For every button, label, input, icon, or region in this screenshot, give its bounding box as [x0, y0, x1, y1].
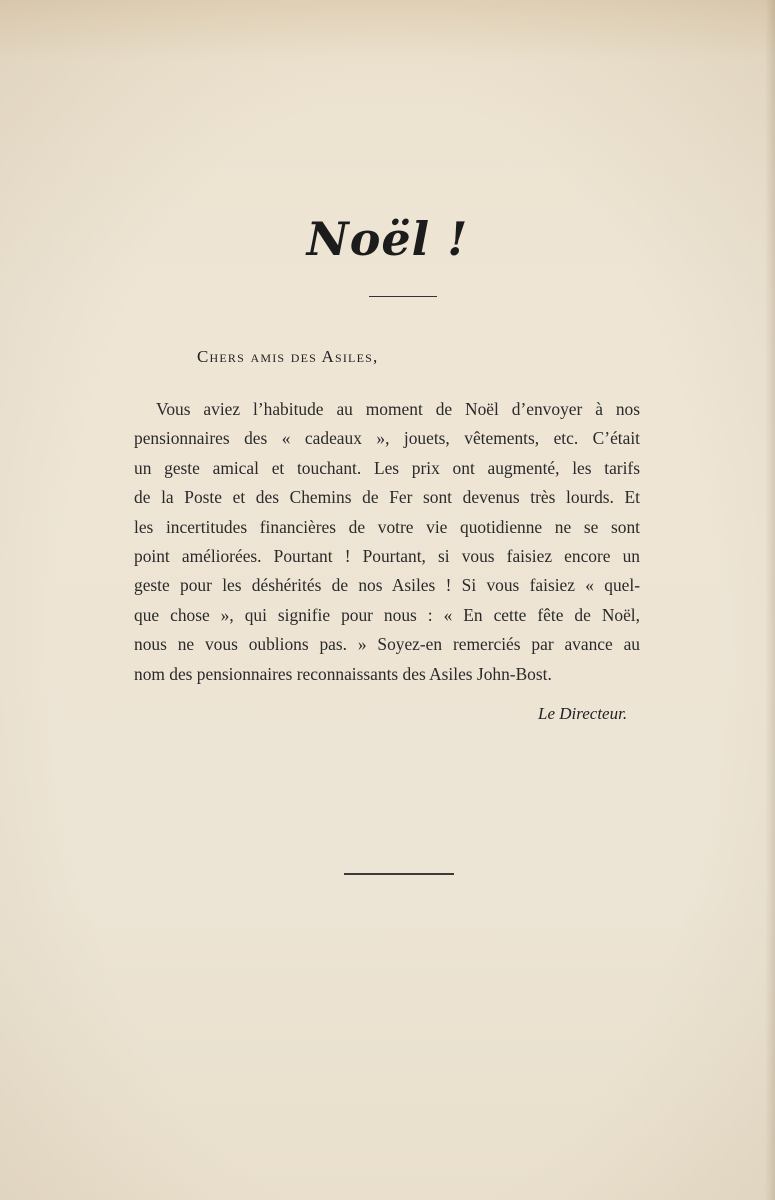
body-line: que chose », qui signifie pour nous : « En cette fête de Noël,: [134, 604, 640, 625]
title-divider: [369, 296, 437, 297]
salutation: Chers amis des Asiles,: [197, 347, 379, 366]
body-line: point améliorées. Pourtant ! Pourtant, si vous faisiez encore un: [134, 546, 640, 567]
body-line: les incertitudes financières de votre vie quotidienne ne se sont: [134, 516, 640, 537]
page-edge-shadow: [765, 0, 775, 1200]
end-divider: [344, 873, 454, 875]
signature: Le Directeur.: [538, 704, 628, 723]
letter-body: [134, 395, 640, 689]
document-title: Noël !: [306, 212, 469, 266]
body-line: geste pour les déshérités de nos Asiles ! Si vous faisiez « quel-: [134, 575, 640, 596]
body-line: un geste amical et touchant. Les prix ont augmenté, les tarifs: [134, 457, 640, 478]
body-line: nom des pensionnaires reconnaissants des Asiles John-Bost.: [134, 663, 552, 684]
body-line: de la Poste et des Chemins de Fer sont devenus très lourds. Et: [134, 487, 640, 508]
body-line: pensionnaires des « cadeaux », jouets, vêtements, etc. C’était: [134, 428, 640, 449]
body-line: nous ne vous oublions pas. » Soyez-en remerciés par avance au: [134, 634, 640, 655]
body-line: Vous aviez l’habitude au moment de Noël d’envoyer à nos: [156, 399, 640, 419]
